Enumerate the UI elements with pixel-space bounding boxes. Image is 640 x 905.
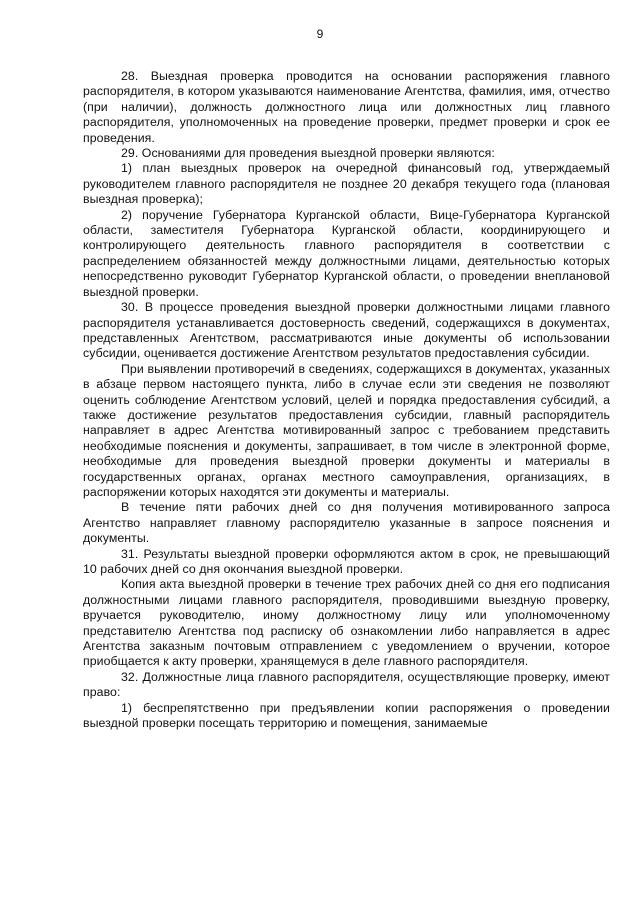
paragraph-29-item-1: 1) план выездных проверок на очередной финансовый год, утверждаемый руководителем главного распорядителя не позднее 20 декабря текущего года (плановая выездная проверка); [83, 161, 610, 207]
page-number: 9 [316, 27, 324, 41]
paragraph-32: 32. Должностные лица главного распорядителя, осуществляющие проверку, имеют право: [83, 669, 610, 700]
paragraph-30-contradictions: При выявлении противоречий в сведениях, содержащихся в документах, указанных в абзаце первом настоящего пункта, либо в случае если эти сведения не позволяют оценить соблюдение Агентством условий, целей и порядка предоставления субсидий, а также достижение результатов предоставления субсидии, главный распорядитель направляет в адрес Агентства мотивированный запрос с требованием представить необходимые пояснения и документы, запрашивает, в том числе в электронной форме, необходимые для проведения выездной проверки документы и материалы в государственных органах, органах местного самоуправления, организациях, в распоряжении которых находятся эти документы и материалы. [83, 361, 610, 499]
paragraph-30: 30. В процессе проведения выездной проверки должностными лицами главного распорядителя устанавливается достоверность сведений, содержащихся в документах, представленных Агентством, рассматриваются иные документы об использовании субсидии, оценивается достижение Агентством результатов предоставления субсидии. [83, 300, 610, 361]
paragraph-30-response-term: В течение пяти рабочих дней со дня получения мотивированного запроса Агентство направляет главному распорядителю указанные в запросе пояснения и документы. [83, 500, 610, 546]
paragraph-28: 28. Выездная проверка проводится на основании распоряжения главного распорядителя, в котором указываются наименование Агентства, фамилия, имя, отчество (при наличии), должность должностного лица или должностных лиц главного распорядителя, уполномоченных на проведение проверки, предмет проверки и срок ее проведения. [83, 69, 610, 145]
paragraph-32-item-1: 1) беспрепятственно при предъявлении копии распоряжения о проведении выездной проверки посещать территорию и помещения, занимаемые [83, 700, 610, 731]
paragraph-31-act-copy: Копия акта выездной проверки в течение трех рабочих дней со дня его подписания должностными лицами главного распорядителя, проводившими выездную проверку, вручается руководителю, иному должностному лицу или уполномоченному представителю Агентства под расписку об ознакомлении либо направляется в адрес Агентства заказным почтовым отправлением с уведомлением о вручении, которое приобщается к акту проверки, хранящемуся в деле главного распорядителя. [83, 577, 610, 669]
document-body [83, 69, 610, 731]
paragraph-31: 31. Результаты выездной проверки оформляются актом в срок, не превышающий 10 рабочих дней со дня окончания выездной проверки. [83, 546, 610, 576]
paragraph-29-item-2: 2) поручение Губернатора Курганской области, Вице-Губернатора Курганской области, заместителя Губернатора Курганской области, координирующего и контролирующего деятельность главного распорядителя в соответствии с распределением обязанностей между должностными лицами, деятельностью которых непосредственно руководит Губернатор Курганской области, о проведении внеплановой выездной проверки. [83, 207, 610, 299]
paragraph-29: 29. Основаниями для проведения выездной проверки являются: [121, 146, 495, 161]
